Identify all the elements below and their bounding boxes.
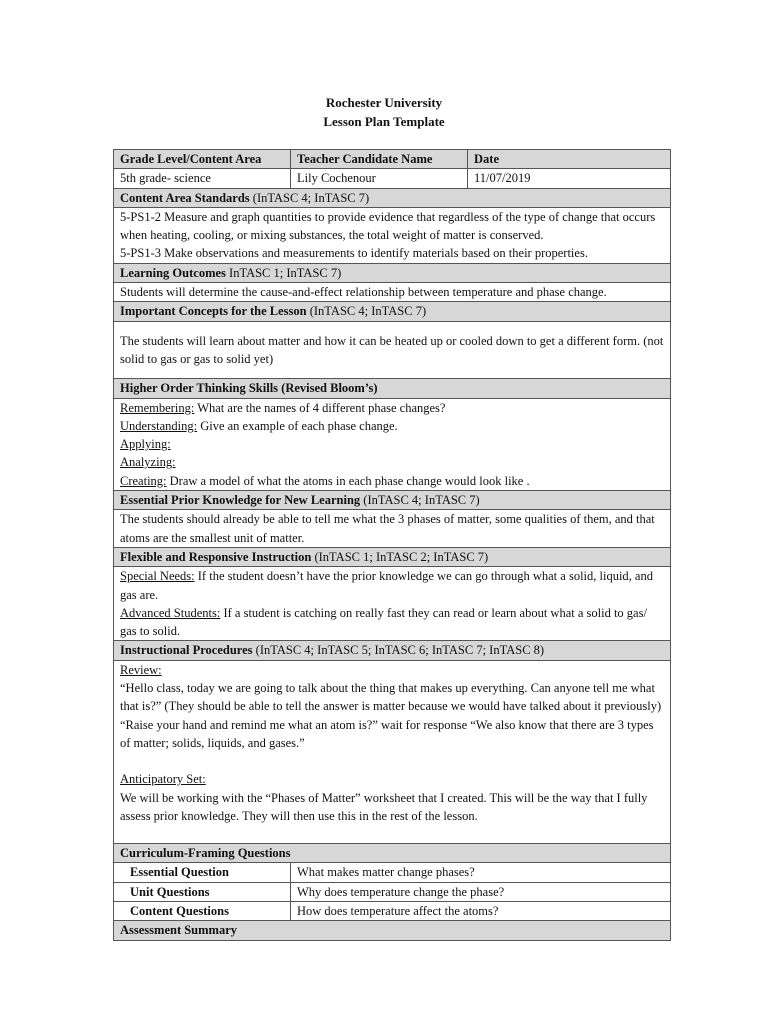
- framing-header: Curriculum-Framing Questions: [114, 844, 671, 863]
- standard-5-ps1-2: 5-PS1-2 Measure and graph quantities to provide evidence that regardless of the type of change that occurs when heating, cooling, or mixing substances, the total weight of matter is conserved.: [120, 209, 656, 243]
- standard-5-ps1-3: 5-PS1-3 Make observations and measurements to identify materials based on their properties.: [120, 246, 588, 261]
- grade-cell: 5th grade- science: [114, 169, 291, 188]
- standards-body-row: [114, 207, 671, 263]
- prior-body-row: [114, 510, 671, 548]
- framing-header-row: [114, 844, 671, 863]
- procedures-body-row: [114, 660, 671, 843]
- essential-question-label: Essential Question: [114, 863, 291, 882]
- creating-line: [120, 472, 664, 490]
- flexible-header: [114, 547, 671, 566]
- standards-body: [114, 207, 671, 263]
- university-name: Rochester University: [325, 95, 443, 110]
- special-needs-text: If the student doesn’t have the prior knowledge we can go through what a solid, liquid, and gas are.: [120, 569, 653, 602]
- outcomes-label: Learning Outcomes: [120, 265, 226, 280]
- document-title: Lesson Plan Template: [323, 114, 445, 129]
- anticipatory-text: We will be working with the “Phases of Matter” worksheet that I created. This will be the way that I fully assess prior knowledge. They will then use this in the rest of the lesson.: [120, 790, 648, 823]
- assessment-header-row: [114, 921, 671, 940]
- remembering-label: Remembering:: [120, 400, 195, 415]
- prior-label: Essential Prior Knowledge for New Learning: [120, 493, 361, 508]
- outcomes-tags: InTASC 1; InTASC 7): [229, 265, 342, 280]
- standards-tags: (InTASC 4; InTASC 7): [252, 190, 370, 205]
- standards-header-row: [114, 188, 671, 207]
- procedures-header-row: [114, 641, 671, 660]
- date-cell: 11/07/2019: [468, 169, 671, 188]
- concepts-header-row: [114, 302, 671, 321]
- content-questions-text: How does temperature affect the atoms?: [291, 901, 671, 920]
- creating-label: Creating:: [120, 473, 167, 488]
- applying-label: Applying:: [120, 437, 171, 452]
- content-questions-label: Content Questions: [114, 901, 291, 920]
- understanding-label: Understanding:: [120, 418, 198, 433]
- creating-text: Draw a model of what the atoms in each phase change would look like .: [166, 473, 530, 488]
- applying-line: [120, 435, 664, 453]
- special-needs-label: Special Needs:: [120, 569, 195, 584]
- essential-question-text: What makes matter change phases?: [291, 863, 671, 882]
- understanding-line: [120, 417, 664, 435]
- procedures-body: [114, 660, 671, 843]
- info-row: [114, 169, 671, 188]
- outcomes-header: [114, 263, 671, 282]
- concepts-label: Important Concepts for the Lesson: [120, 304, 307, 319]
- essential-question-row: [114, 863, 671, 882]
- outcomes-body-row: [114, 283, 671, 302]
- assessment-header: Assessment Summary: [114, 921, 671, 940]
- col-teacher-header: Teacher Candidate Name: [291, 150, 468, 169]
- flexible-body: [114, 567, 671, 641]
- col-grade-level-header: Grade Level/Content Area: [114, 150, 291, 169]
- flexible-tags: (InTASC 1; InTASC 2; InTASC 7): [314, 549, 489, 564]
- outcomes-body: Students will determine the cause-and-effect relationship between temperature and phase change.: [114, 283, 671, 302]
- review-text: “Hello class, today we are going to talk about the thing that makes up everything. Can anyone tell me what that is?” (They should be able to tell the answer is matter because we would have talked about it previously) “Raise your hand and remind me what an atom is?” wait for response “We also know that there are 3 types of matter; solids, liquids, and gases.”: [120, 681, 662, 750]
- hots-body-row: [114, 398, 671, 490]
- spacer: [120, 752, 664, 770]
- remembering-line: [120, 399, 664, 417]
- remembering-text: What are the names of 4 different phase changes?: [194, 400, 446, 415]
- procedures-label: Instructional Procedures: [120, 643, 253, 658]
- prior-tags: (InTASC 4; InTASC 7): [363, 493, 480, 508]
- advanced-students-para: [120, 604, 664, 641]
- hots-header: Higher Order Thinking Skills (Revised Bloom’s): [114, 379, 671, 398]
- content-questions-row: [114, 901, 671, 920]
- analyzing-label: Analyzing:: [120, 455, 176, 470]
- title-block: [0, 93, 768, 131]
- flexible-label: Flexible and Responsive Instruction: [120, 549, 312, 564]
- flexible-header-row: [114, 547, 671, 566]
- advanced-students-text: If a student is catching on really fast they can read or learn about what a solid to gas/ gas to solid.: [120, 605, 647, 639]
- procedures-header: [114, 641, 671, 660]
- procedures-tags: (InTASC 4; InTASC 5; InTASC 6; InTASC 7; InTASC 8): [255, 643, 545, 658]
- prior-body: The students should already be able to tell me what the 3 phases of matter, some qualities of them, and that atoms are the smallest unit of matter.: [114, 510, 671, 548]
- special-needs-para: [120, 567, 664, 604]
- unit-questions-text: Why does temperature change the phase?: [291, 882, 671, 901]
- teacher-cell: Lily Cochenour: [291, 169, 468, 188]
- flexible-body-row: [114, 567, 671, 641]
- prior-header-row: [114, 491, 671, 510]
- col-date-header: Date: [468, 150, 671, 169]
- unit-questions-row: [114, 882, 671, 901]
- concepts-body: The students will learn about matter and how it can be heated up or cooled down to get a different form. (not solid to gas or gas to solid yet): [114, 321, 671, 379]
- standards-header: [114, 188, 671, 207]
- concepts-body-row: [114, 321, 671, 379]
- prior-header: [114, 491, 671, 510]
- unit-questions-label: Unit Questions: [114, 882, 291, 901]
- understanding-text: Give an example of each phase change.: [197, 418, 398, 433]
- review-label: Review:: [120, 662, 162, 677]
- outcomes-header-row: [114, 263, 671, 282]
- hots-body: [114, 398, 671, 490]
- header-row: [114, 150, 671, 169]
- concepts-tags: (InTASC 4; InTASC 7): [309, 304, 427, 319]
- standards-label: Content Area Standards: [120, 190, 250, 205]
- analyzing-line: [120, 453, 664, 471]
- hots-header-row: [114, 379, 671, 398]
- lesson-plan-table: [113, 149, 671, 941]
- advanced-students-label: Advanced Students:: [120, 605, 221, 620]
- concepts-header: [114, 302, 671, 321]
- anticipatory-label: Anticipatory Set:: [120, 772, 206, 787]
